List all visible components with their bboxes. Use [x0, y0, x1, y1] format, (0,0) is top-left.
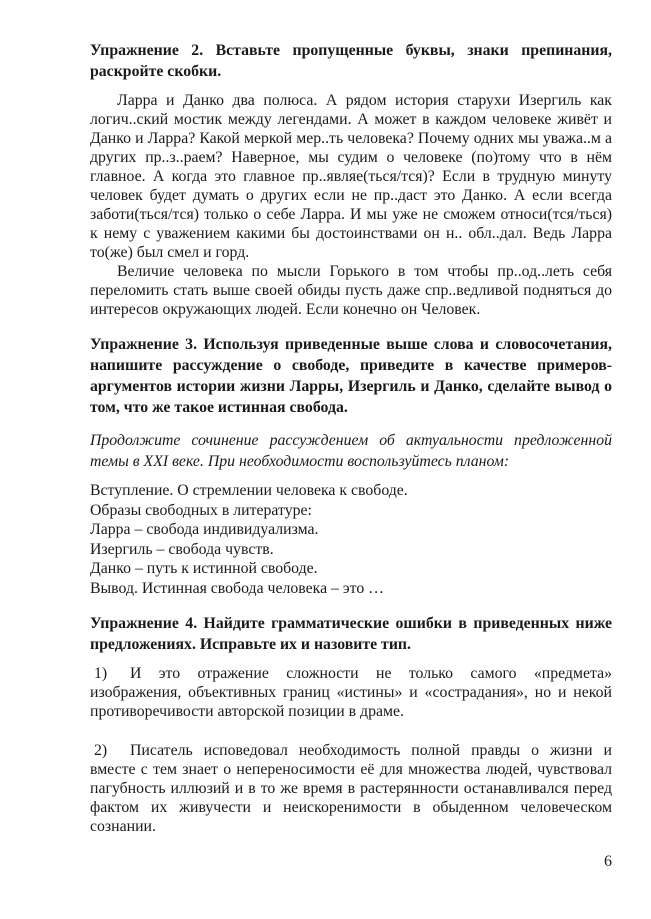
exercise3-heading: Упражнение 3. Используя приведенные выше слова и словосочетания, напишите рассуждение о свободе, приведите в качестве примеров-аргументов истории жизни Ларры, Изергиль и Данко, сделайте вывод о том, что же такое истинная свобода.: [90, 336, 612, 416]
item-2-text: Писатель исповедовал необходимость полной правды о жизни и вместе с тем знает о непереносимости её для множества людей, чувствовал пагубность иллюзий и в то же время в растерянности останавливался перед фактом их живучести и неискоренимости в обыденном человеческом сознании.: [90, 742, 612, 835]
item-1-text: И это отражение сложности не только самого «предмета» изображения, объективных границ «истины» и «сострадания», но и некой противоречивости авторской позиции в драме.: [90, 665, 612, 720]
item-2-number: 2): [94, 742, 108, 759]
plan-line-introduction: Вступление. О стремлении человека к свободе.: [90, 482, 408, 499]
exercise2-paragraph-1: Ларра и Данко два полюса. А рядом история старухи Изергиль как логич..ский мостик между легендами. А может в каждом человеке живёт и Данко и Ларра? Какой меркой мер..ть человека? Почему одних мы уважа..м а других пр..з..раем? Наверное, мы судим о человеке (по)тому что в нём главное. А когда это главное пр..являе(ться/тся)? Если в трудную минуту человек будет думать о других если не пр..даст это Данко. А если всегда заботи(ться/тся) только о себе Ларра. И мы уже не сможем относи(тся/ться) к нему с уважением какими бы достоинствами он н.. обл..дал. Ведь Ларра то(же) был смел и горд.: [90, 92, 612, 261]
plan-line-conclusion: Вывод. Истинная свобода человека – это …: [90, 579, 385, 597]
exercise2-heading: Упражнение 2. Вставьте пропущенные буквы, знаки препинания, раскройте скобки.: [90, 42, 612, 80]
plan-line-larra: Ларра – свобода индивидуализма.: [90, 521, 319, 538]
exercise4-item-1: [90, 664, 612, 721]
plan-line-danko: Данко – путь к истинной свободе.: [90, 560, 318, 577]
plan-line-images: Образы свободных в литературе:: [90, 501, 312, 519]
exercise2-paragraph-2: Величие человека по мысли Горького в том чтобы пр..од..леть себя переломить стать выше своей обиды пусть даже спр..ведливой подняться до интересов окружающих людей. Если конечно он Человек.: [90, 263, 612, 318]
exercise3-intro-italic: Продолжите сочинение рассуждением об актуальности предложенной темы в XXI веке. При необходимости воспользуйтесь планом:: [90, 432, 612, 470]
item-1-number: 1): [94, 665, 108, 682]
page-number: 6: [604, 853, 612, 870]
exercise4-item-2: [90, 741, 612, 836]
page-content: [90, 40, 612, 836]
exercise4-heading: Упражнение 4. Найдите грамматические ошибки в приведенных ниже предложениях. Исправьте их и назовите тип.: [90, 615, 612, 653]
exercise3-plan-list: [90, 481, 612, 598]
plan-line-izergil: Изергиль – свобода чувств.: [90, 540, 274, 558]
